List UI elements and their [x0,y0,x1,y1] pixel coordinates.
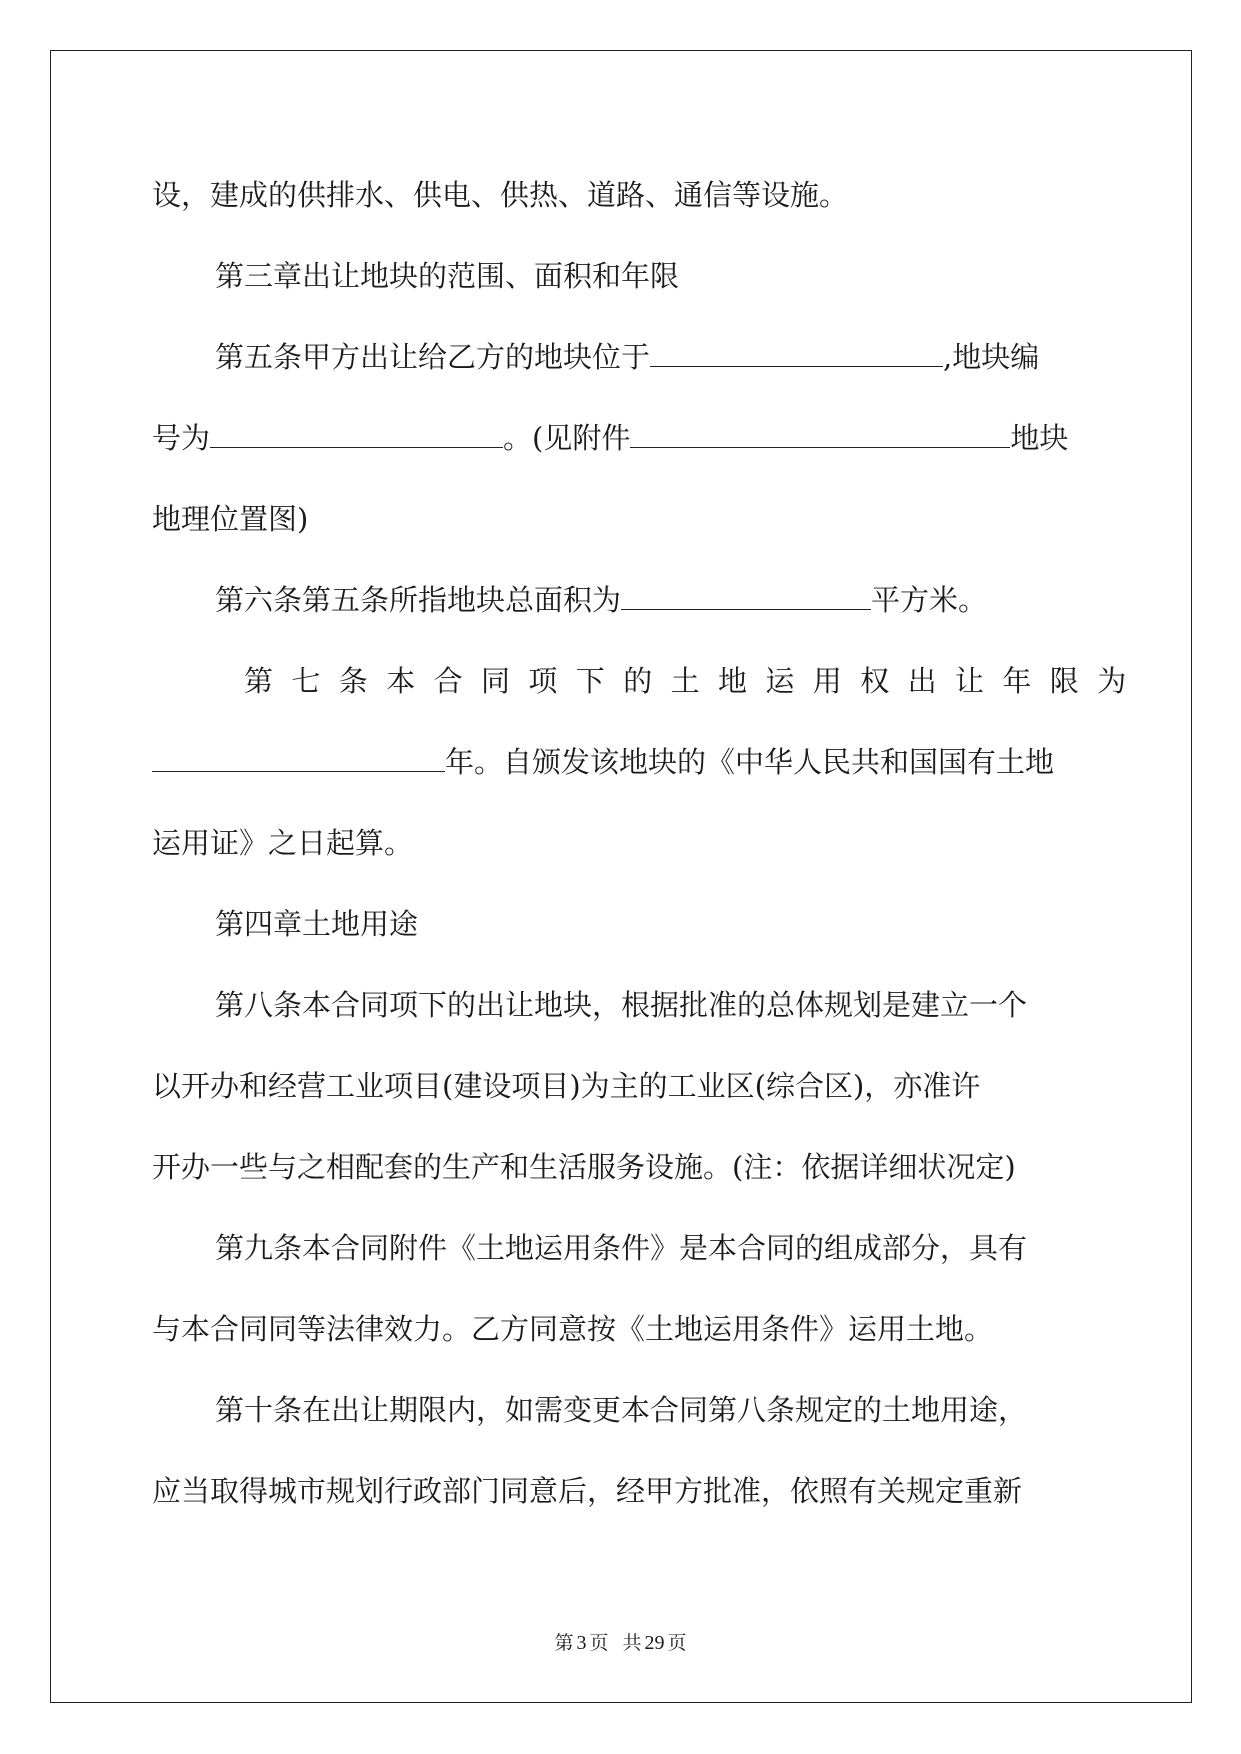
page-footer [0,1630,1241,1656]
footer-label: 第 [554,1632,574,1654]
text-span: 开办一些与之相配套的生产和生活服务设施。(注：依据详细状况定) [152,1150,1016,1184]
text-span: 与本合同同等法律效力。乙方同意按《土地运用条件》运用土地。 [152,1312,994,1346]
text-line [152,1066,980,1106]
text-span: 以开办和经营工业项目(建设项目)为主的工业区(综合区)，亦准许 [152,1069,981,1103]
text-span: 第八条本合同项下的出让地块，根据批准的总体规划是建立一个 [215,988,1028,1022]
text-span: 第五条甲方出让给乙方的地块位于 [215,340,651,374]
text-span: 地理位置图) [152,502,309,536]
page-border [50,50,1192,1703]
text-span: 第十条在出让期限内，如需变更本合同第八条规定的土地用途， [215,1393,1028,1427]
text-span: ,地块编 [943,340,1040,374]
text-span: 平方米。 [871,583,988,617]
text-line [215,337,1039,377]
text-span: 第九条本合同附件《土地运用条件》是本合同的组成部分，具有 [215,1231,1028,1265]
text-span: 第四章土地用途 [215,907,419,941]
text-line [152,1471,1022,1511]
text-line [152,175,848,215]
text-span: 运用证》之日起算。 [152,826,414,860]
total-pages: 29 [644,1632,665,1654]
text-line [152,1309,993,1349]
fill-in-blank [650,340,943,367]
text-span: 。(见附件 [503,421,631,455]
footer-label: 页 [589,1632,609,1654]
text-span: 年。自颁发该地块的《中华人民共和国国有土地 [445,745,1055,779]
text-line [152,742,1054,782]
footer-label: 共 [622,1632,642,1654]
text-line [152,1147,1016,1187]
fill-in-blank [630,421,1010,448]
text-span: 号为 [152,421,211,455]
text-span: 第三章出让地块的范围、面积和年限 [215,259,680,293]
text-span: 设，建成的供排水、供电、供热、道路、通信等设施。 [152,178,849,212]
text-line [152,418,1068,458]
fill-in-blank [152,745,445,772]
text-line [215,1390,1027,1430]
footer-label: 页 [667,1632,687,1654]
chapter-heading [215,256,679,296]
text-line [215,1228,1027,1268]
text-line [215,580,987,620]
text-span: 应当取得城市规划行政部门同意后，经甲方批准，依照有关规定重新 [152,1474,1023,1508]
page-number: 3 [576,1632,587,1654]
text-line [152,823,413,863]
chapter-heading [215,904,418,944]
text-line [244,661,1145,701]
fill-in-blank [621,583,871,610]
text-span: 第六条第五条所指地块总面积为 [215,583,622,617]
text-line [152,499,308,539]
fill-in-blank [210,421,503,448]
text-span: 第七条本合同项下的土地运用权出让年限为 [244,664,1145,698]
text-span: 地块 [1010,421,1069,455]
text-line [215,985,1027,1025]
